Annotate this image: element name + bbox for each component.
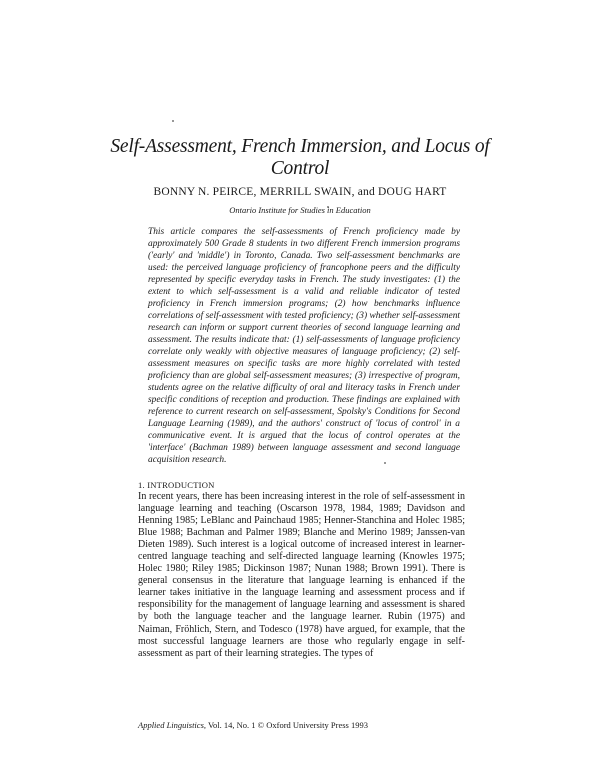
affiliation: Ontario Institute for Studies in Education [229, 205, 371, 215]
author-line: BONNY N. PEIRCE, MERRILL SWAIN, and DOUG HART [153, 186, 447, 198]
page-footer [138, 720, 368, 730]
scan-speck [172, 120, 174, 122]
abstract: This article compares the self-assessments of French proficiency made by approximately 500 Grade 8 students in two different French immersion programs ('early' and 'middle') in Toronto, Canada. Two self-assessment benchmarks are used: the perceived language proficiency of francophone peers and the difficulty represented by specific everyday tasks in French. The study investigates: (1) the extent to which self-assessment is a valid and reliable indicator of tested proficiency in French immersion programs; (2) how benchmarks influence correlations of self-assessment with tested proficiency; (3) whether self-assessment research can inform or support current theories of second language learning and assessment. The results indicate that: (1) self-assessments of language proficiency correlate only weakly with objective measures of language proficiency; (2) self-assessment measures on specific tasks are more highly correlated with tested proficiency than are global self-assessment measures; (3) irrespective of program, students agree on the relative difficulty of oral and literacy tasks in French under specific conditions of reception and production. These findings are explained with reference to current research on self-assessment, Spolsky's Conditions for Second Language Learning (1989), and the authors' construct of 'locus of control' in a communicative event. It is argued that the locus of control operates at the 'interface' (Bachman 1989) between language assessment and second language acquisition research. [148, 227, 460, 465]
body-text: In recent years, there has been increasing interest in the role of self-assessment in language learning and teaching (Oscarson 1978, 1984, 1989; Davidson and Henning 1985; LeBlanc and Painchaud 1985; Henner-Stanchina and Holec 1985; Blue 1988; Bachman and Palmer 1989; Blanche and Merino 1989; Janssen-van Dieten 1989). Such interest is a logical outcome of increased interest in learner-centred language teaching and self-directed language learning (Knowles 1975; Holec 1980; Riley 1985; Dickinson 1987; Nunan 1988; Brown 1991). There is general consensus in the literature that language learning is enhanced if the learner takes initiative in the language learning and assessment process and if responsibility for the management of language learning and assessment is shared by both the language teacher and the language learner. Rubin (1975) and Naiman, Fröhlich, Stern, and Todesco (1978) have argued, for example, that the most successful language learners are those who regularly engage in self-assessment as part of their learning strategies. The types of [138, 491, 465, 659]
footer-journal: Applied Linguistics [138, 720, 204, 730]
footer-citation: , Vol. 14, No. 1 © Oxford University Press 1993 [203, 720, 368, 730]
section-heading: 1. INTRODUCTION [138, 480, 215, 490]
article-title: Self-Assessment, French Immersion, and Locus of Control [110, 136, 490, 179]
